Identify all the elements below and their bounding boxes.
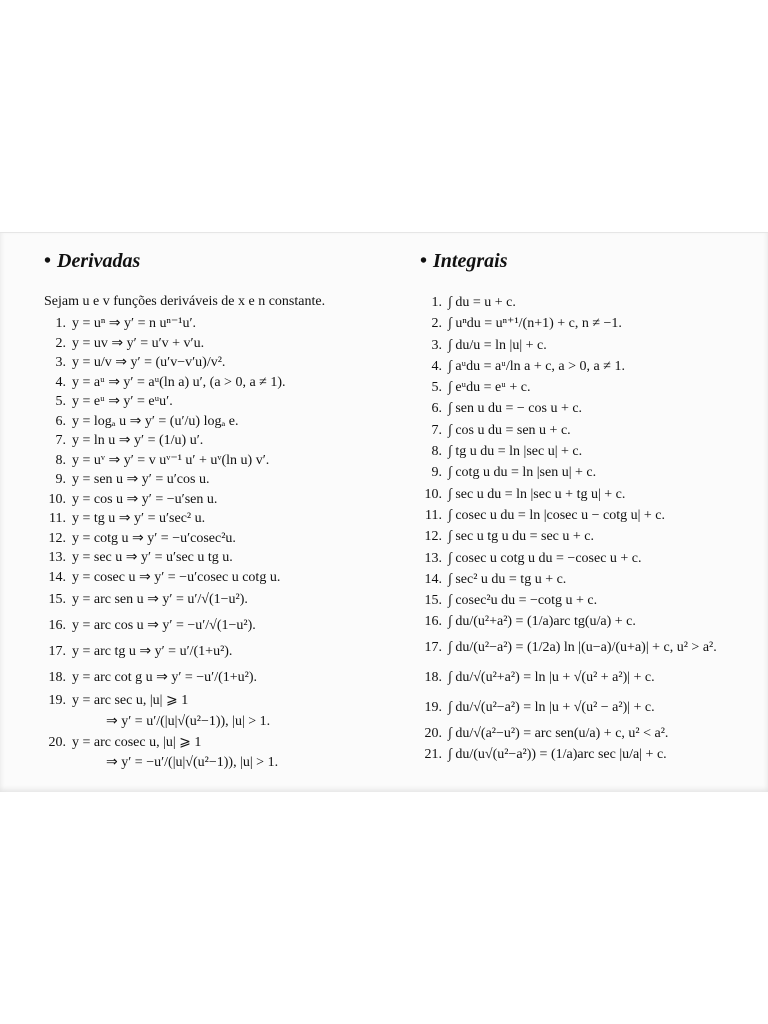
formula-item — [44, 665, 394, 691]
formula-item — [420, 744, 755, 765]
formula-text: y = cos u ⇒ y′ = −u′sen u. — [72, 491, 218, 507]
formula-number: 13. — [48, 550, 66, 565]
top-margin — [0, 0, 768, 232]
bullet-icon: • — [420, 250, 428, 272]
formula-text: ∫ cosec u cotg u du = −cosec u + c. — [448, 550, 642, 566]
formula-number: 1. — [431, 295, 442, 310]
formula-item — [44, 334, 394, 354]
formula-text: ∫ du = u + c. — [448, 295, 516, 310]
formula-item — [44, 431, 394, 451]
formula-item — [44, 392, 394, 412]
formula-text: y = sen u ⇒ y′ = u′cos u. — [72, 472, 210, 487]
formula-number: 8. — [55, 452, 66, 468]
formula-number: 7. — [55, 433, 66, 448]
formula-item — [420, 420, 755, 441]
formula-text: y = arc cos u ⇒ y′ = −u′/√(1−u²). — [72, 618, 256, 633]
formula-number: 11. — [49, 511, 66, 526]
formula-text: ∫ du/√(a²−u²) = arc sen(u/a) + c, u² < a². — [448, 725, 669, 741]
formula-number: 7. — [431, 422, 442, 438]
formula-text: y = cosec u ⇒ y′ = −u′cosec u cotg u. — [72, 569, 281, 585]
formula-number: 6. — [55, 413, 66, 429]
formula-item — [420, 356, 755, 377]
formula-item — [420, 611, 755, 632]
formula-item — [420, 526, 755, 547]
formula-item — [420, 377, 755, 398]
formula-number: 5. — [431, 380, 442, 396]
formula-number: 20. — [424, 725, 442, 741]
integrais-heading: • Integrais — [420, 250, 508, 272]
formula-number: 10. — [48, 491, 66, 507]
formula-item — [44, 691, 394, 711]
formula-item — [420, 441, 755, 462]
formula-item — [44, 711, 394, 733]
formula-item — [420, 548, 755, 569]
formula-number: 17. — [424, 639, 442, 655]
formula-number: 3. — [431, 337, 442, 353]
formula-text: ∫ du/(u√(u²−a²)) = (1/a)arc sec |u/a| + c. — [448, 747, 667, 763]
formula-number: 9. — [55, 472, 66, 487]
formula-item — [44, 412, 394, 432]
formula-number: 18. — [424, 669, 442, 685]
formula-text: ∫ du/u = ln |u| + c. — [448, 337, 547, 353]
formula-text: ∫ cosec u du = ln |cosec u − cotg u| + c. — [448, 507, 666, 523]
formula-item — [44, 587, 394, 613]
formula-text: y = arc sen u ⇒ y′ = u′/√(1−u²). — [72, 592, 248, 607]
formula-item — [44, 568, 394, 588]
formula-number: 4. — [431, 358, 442, 374]
formula-item — [44, 470, 394, 490]
formula-number: 4. — [55, 374, 66, 390]
formula-text: ∫ du/(u²+a²) = (1/a)arc tg(u/a) + c. — [448, 614, 636, 630]
formula-text: ∫ cos u du = sen u + c. — [448, 422, 571, 438]
formula-number: 20. — [48, 734, 66, 750]
formula-item — [44, 613, 394, 639]
formula-number: 16. — [48, 618, 66, 633]
derivadas-column — [44, 248, 394, 774]
formula-item — [44, 548, 394, 568]
formula-text: y = logₐ u ⇒ y′ = (u′/u) logₐ e. — [72, 413, 239, 429]
bottom-margin — [0, 792, 768, 1024]
formula-item — [44, 451, 394, 471]
formula-item — [420, 505, 755, 526]
formula-text: ∫ cosec²u du = −cotg u + c. — [448, 593, 598, 609]
formula-number: 14. — [48, 569, 66, 585]
formula-number: 8. — [431, 444, 442, 460]
formula-number: 2. — [431, 316, 442, 332]
formula-item — [44, 733, 394, 753]
formula-item — [420, 292, 755, 313]
formula-text: ∫ cotg u du = ln |sen u| + c. — [448, 465, 597, 481]
derivadas-intro: Sejam u e v funções deriváveis de x e n constante. — [44, 294, 326, 309]
formula-item — [420, 723, 755, 744]
formula-item — [44, 509, 394, 529]
derivadas-list — [44, 314, 394, 774]
formula-item — [44, 752, 394, 774]
formula-text: y = tg u ⇒ y′ = u′sec² u. — [72, 511, 206, 526]
formula-number: 10. — [424, 486, 442, 502]
formula-number: 19. — [48, 693, 66, 708]
formula-text: y = aᵘ ⇒ y′ = aᵘ(ln a) u′, (a > 0, a ≠ 1). — [72, 374, 286, 390]
formula-number: 18. — [48, 670, 66, 685]
formula-text: y = u/v ⇒ y′ = (u′v−v′u)/v². — [72, 355, 226, 370]
derivadas-heading: • Derivadas — [44, 250, 141, 272]
formula-text: y = arc sec u, |u| ⩾ 1 — [72, 693, 189, 708]
formula-text: ∫ sen u du = − cos u + c. — [448, 401, 583, 417]
formula-text: y = uᵛ ⇒ y′ = v uᵛ⁻¹ u′ + uᵛ(ln u) v′. — [72, 452, 270, 468]
formula-text: ∫ tg u du = ln |sec u| + c. — [448, 444, 583, 460]
formula-text: ∫ sec² u du = tg u + c. — [448, 571, 567, 587]
formula-number: 17. — [48, 644, 66, 659]
formula-text: ∫ aᵘdu = aᵘ/ln a + c, a > 0, a ≠ 1. — [448, 358, 625, 374]
formula-text: y = sec u ⇒ y′ = u′sec u tg u. — [72, 550, 233, 565]
formula-text: ∫ du/√(u²−a²) = ln |u + √(u² − a²)| + c. — [448, 699, 655, 715]
formula-item — [420, 313, 755, 334]
formula-number: 3. — [55, 355, 66, 370]
formula-item — [420, 335, 755, 356]
integrais-column — [420, 248, 755, 765]
formula-item — [420, 590, 755, 611]
formula-text: y = arc cot g u ⇒ y′ = −u′/(1+u²). — [72, 670, 258, 685]
formula-number: 19. — [424, 699, 442, 715]
formula-text: y = arc cosec u, |u| ⩾ 1 — [72, 734, 202, 750]
formula-text: y = ln u ⇒ y′ = (1/u) u′. — [72, 433, 204, 448]
formula-number: 15. — [48, 592, 66, 607]
formula-number: 6. — [431, 401, 442, 417]
formula-text: ∫ sec u tg u du = sec u + c. — [448, 529, 594, 545]
formula-number: 11. — [425, 507, 442, 523]
formula-number: 9. — [431, 465, 442, 481]
formula-item — [44, 314, 394, 334]
formula-item — [44, 490, 394, 510]
formula-number: 14. — [424, 571, 442, 587]
formula-text: y = uⁿ ⇒ y′ = n uⁿ⁻¹u′. — [72, 316, 197, 331]
formula-text: ⇒ y′ = u′/(|u|√(u²−1)), |u| > 1. — [106, 713, 271, 729]
integrais-list — [420, 292, 755, 765]
formula-text: ∫ du/√(u²+a²) = ln |u + √(u² + a²)| + c. — [448, 669, 655, 685]
formula-number: 2. — [55, 335, 66, 351]
formula-item — [420, 663, 755, 693]
formula-number: 5. — [55, 394, 66, 409]
formula-text: ⇒ y′ = −u′/(|u|√(u²−1)), |u| > 1. — [106, 755, 279, 770]
formula-number: 12. — [48, 530, 66, 546]
formula-number: 1. — [55, 316, 66, 331]
formula-item — [44, 373, 394, 393]
formula-text: y = uv ⇒ y′ = u′v + v′u. — [72, 335, 205, 351]
formula-text: y = arc tg u ⇒ y′ = u′/(1+u²). — [72, 644, 233, 659]
formula-text: ∫ du/(u²−a²) = (1/2a) ln |(u−a)/(u+a)| + c, u² > a². — [448, 639, 717, 655]
bullet-icon: • — [44, 250, 52, 272]
formula-item — [420, 484, 755, 505]
formula-number: 16. — [424, 614, 442, 630]
formula-text: y = cotg u ⇒ y′ = −u′cosec²u. — [72, 530, 236, 546]
formula-number: 21. — [424, 747, 442, 763]
formula-item — [420, 398, 755, 419]
formula-number: 13. — [424, 550, 442, 566]
formula-text: ∫ sec u du = ln |sec u + tg u| + c. — [448, 486, 626, 502]
formula-text: y = eᵘ ⇒ y′ = eᵘu′. — [72, 394, 173, 409]
formula-item — [420, 462, 755, 483]
formula-item — [44, 529, 394, 549]
formula-number: 12. — [424, 529, 442, 545]
formula-text: ∫ uⁿdu = uⁿ⁺¹/(n+1) + c, n ≠ −1. — [448, 316, 622, 332]
formula-number: 15. — [424, 593, 442, 609]
formula-item — [44, 639, 394, 665]
formula-item — [420, 633, 755, 663]
formula-item — [420, 693, 755, 723]
formula-item — [420, 569, 755, 590]
formula-item — [44, 353, 394, 373]
formula-text: ∫ eᵘdu = eᵘ + c. — [448, 380, 531, 396]
